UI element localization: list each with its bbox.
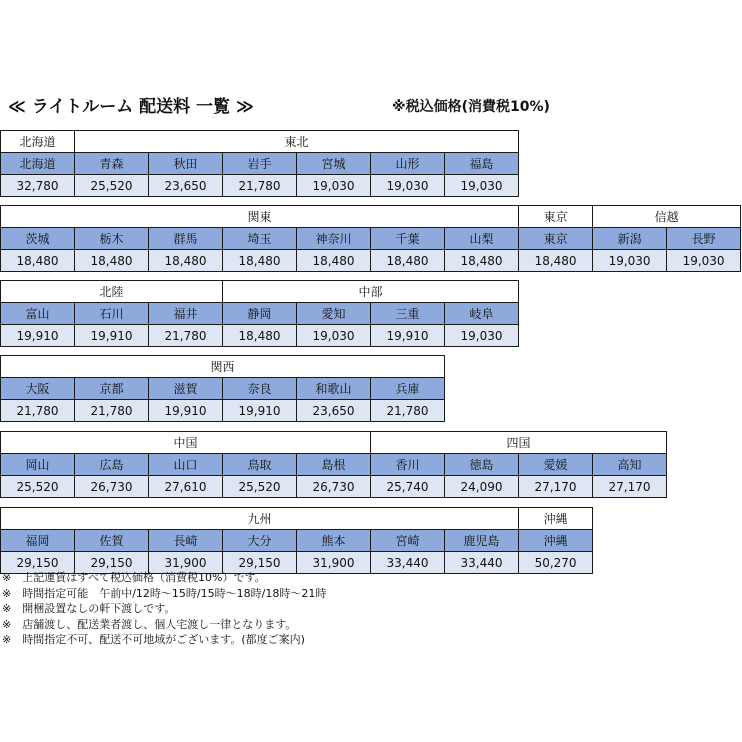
prefecture-cell: 茨城: [1, 228, 75, 250]
price-cell: 21,780: [371, 400, 445, 422]
note-line: ※ 時間指定不可、配送不可地域がございます。(都度ご案内): [2, 633, 305, 646]
price-cell: 25,740: [371, 476, 445, 498]
price-cell: 18,480: [75, 250, 149, 272]
prefecture-row: [1, 228, 741, 250]
price-cell: 31,900: [297, 552, 371, 574]
price-cell: 19,030: [371, 175, 445, 197]
prefecture-cell: 沖縄: [519, 530, 593, 552]
note-line: ※ 時間指定可能 午前中/12時～15時/15時～18時/18時～21時: [2, 586, 327, 600]
prefecture-cell: 鳥取: [223, 454, 297, 476]
region-header: 中国: [1, 432, 371, 454]
prefecture-cell: 神奈川: [297, 228, 371, 250]
region-header: 四国: [371, 432, 667, 454]
prefecture-cell: 鹿児島: [445, 530, 519, 552]
price-cell: 31,900: [149, 552, 223, 574]
price-cell: 18,480: [519, 250, 593, 272]
region-row: [1, 432, 667, 454]
region-header: 関西: [1, 356, 445, 378]
prefecture-cell: 千葉: [371, 228, 445, 250]
shipping-table: [0, 507, 593, 574]
price-cell: 18,480: [371, 250, 445, 272]
prefecture-cell: 栃木: [75, 228, 149, 250]
prefecture-cell: 兵庫: [371, 378, 445, 400]
price-cell: 50,270: [519, 552, 593, 574]
prefecture-row: [1, 153, 519, 175]
prefecture-cell: 岡山: [1, 454, 75, 476]
prefecture-cell: 岐阜: [445, 303, 519, 325]
prefecture-cell: 熊本: [297, 530, 371, 552]
prefecture-cell: 秋田: [149, 153, 223, 175]
price-cell: 18,480: [297, 250, 371, 272]
price-cell: 27,170: [519, 476, 593, 498]
price-cell: 23,650: [149, 175, 223, 197]
prefecture-cell: 福井: [149, 303, 223, 325]
shipping-table: [0, 205, 741, 272]
price-cell: 29,150: [223, 552, 297, 574]
price-row: [1, 175, 519, 197]
prefecture-cell: 愛知: [297, 303, 371, 325]
tax-note: ※税込価格(消費税10%): [392, 99, 550, 115]
region-row: [1, 131, 519, 153]
price-cell: 19,910: [223, 400, 297, 422]
prefecture-cell: 佐賀: [75, 530, 149, 552]
prefecture-cell: 高知: [593, 454, 667, 476]
region-header: 北海道: [1, 131, 75, 153]
notes: [2, 570, 326, 648]
prefecture-cell: 奈良: [223, 378, 297, 400]
price-cell: 27,610: [149, 476, 223, 498]
shipping-table: [0, 431, 667, 498]
price-row: [1, 400, 445, 422]
note-line: ※ 上記運賃はすべて税込価格（消費税10%）です。: [2, 571, 266, 584]
prefecture-cell: 愛媛: [519, 454, 593, 476]
price-cell: 18,480: [223, 250, 297, 272]
region-header: 九州: [1, 508, 519, 530]
prefecture-cell: 長崎: [149, 530, 223, 552]
price-cell: 21,780: [1, 400, 75, 422]
price-cell: 19,030: [445, 175, 519, 197]
price-row: [1, 325, 519, 347]
price-cell: 25,520: [1, 476, 75, 498]
price-cell: 18,480: [149, 250, 223, 272]
price-cell: 18,480: [445, 250, 519, 272]
price-cell: 29,150: [75, 552, 149, 574]
prefecture-cell: 群馬: [149, 228, 223, 250]
prefecture-row: [1, 530, 593, 552]
prefecture-cell: 山梨: [445, 228, 519, 250]
shipping-table: [0, 280, 519, 347]
region-header: 中部: [223, 281, 519, 303]
price-cell: 19,910: [75, 325, 149, 347]
prefecture-cell: 三重: [371, 303, 445, 325]
prefecture-cell: 島根: [297, 454, 371, 476]
prefecture-cell: 香川: [371, 454, 445, 476]
price-row: [1, 250, 741, 272]
prefecture-cell: 長野: [667, 228, 741, 250]
prefecture-cell: 徳島: [445, 454, 519, 476]
prefecture-cell: 青森: [75, 153, 149, 175]
prefecture-cell: 埼玉: [223, 228, 297, 250]
price-cell: 19,910: [149, 400, 223, 422]
price-cell: 33,440: [371, 552, 445, 574]
region-header: 北陸: [1, 281, 223, 303]
prefecture-cell: 石川: [75, 303, 149, 325]
prefecture-cell: 北海道: [1, 153, 75, 175]
price-cell: 19,030: [445, 325, 519, 347]
prefecture-cell: 宮城: [297, 153, 371, 175]
region-row: [1, 281, 519, 303]
price-cell: 32,780: [1, 175, 75, 197]
prefecture-cell: 東京: [519, 228, 593, 250]
price-cell: 19,910: [371, 325, 445, 347]
region-header: 東京: [519, 206, 593, 228]
prefecture-cell: 福島: [445, 153, 519, 175]
shipping-table: [0, 130, 519, 197]
price-cell: 18,480: [223, 325, 297, 347]
price-cell: 18,480: [1, 250, 75, 272]
price-cell: 26,730: [297, 476, 371, 498]
note-line: ※ 店舗渡し、配送業者渡し、個人宅渡し一律となります。: [2, 617, 297, 631]
prefecture-cell: 新潟: [593, 228, 667, 250]
price-cell: 24,090: [445, 476, 519, 498]
price-cell: 25,520: [75, 175, 149, 197]
price-cell: 19,910: [1, 325, 75, 347]
note-line: ※ 開梱設置なしの軒下渡しです。: [2, 602, 176, 615]
prefecture-row: [1, 303, 519, 325]
price-row: [1, 476, 667, 498]
region-row: [1, 508, 593, 530]
price-cell: 21,780: [223, 175, 297, 197]
prefecture-cell: 宮崎: [371, 530, 445, 552]
prefecture-cell: 岩手: [223, 153, 297, 175]
region-row: [1, 356, 445, 378]
region-header: 関東: [1, 206, 519, 228]
prefecture-cell: 大分: [223, 530, 297, 552]
price-cell: 33,440: [445, 552, 519, 574]
price-cell: 26,730: [75, 476, 149, 498]
prefecture-row: [1, 378, 445, 400]
price-cell: 19,030: [297, 325, 371, 347]
prefecture-cell: 富山: [1, 303, 75, 325]
price-cell: 19,030: [297, 175, 371, 197]
region-header: 信越: [593, 206, 741, 228]
prefecture-cell: 滋賀: [149, 378, 223, 400]
prefecture-cell: 京都: [75, 378, 149, 400]
price-cell: 25,520: [223, 476, 297, 498]
shipping-table: [0, 355, 445, 422]
prefecture-cell: 静岡: [223, 303, 297, 325]
prefecture-row: [1, 454, 667, 476]
prefecture-cell: 和歌山: [297, 378, 371, 400]
price-cell: 21,780: [75, 400, 149, 422]
prefecture-cell: 福岡: [1, 530, 75, 552]
prefecture-cell: 大阪: [1, 378, 75, 400]
price-cell: 19,030: [593, 250, 667, 272]
price-cell: 23,650: [297, 400, 371, 422]
region-row: [1, 206, 741, 228]
prefecture-cell: 広島: [75, 454, 149, 476]
price-cell: 19,030: [667, 250, 741, 272]
region-header: 沖縄: [519, 508, 593, 530]
region-header: 東北: [75, 131, 519, 153]
price-cell: 27,170: [593, 476, 667, 498]
prefecture-cell: 山口: [149, 454, 223, 476]
price-cell: 29,150: [1, 552, 75, 574]
price-cell: 21,780: [149, 325, 223, 347]
prefecture-cell: 山形: [371, 153, 445, 175]
page-title: ≪ ライトルーム 配送料 一覧 ≫: [8, 97, 254, 117]
